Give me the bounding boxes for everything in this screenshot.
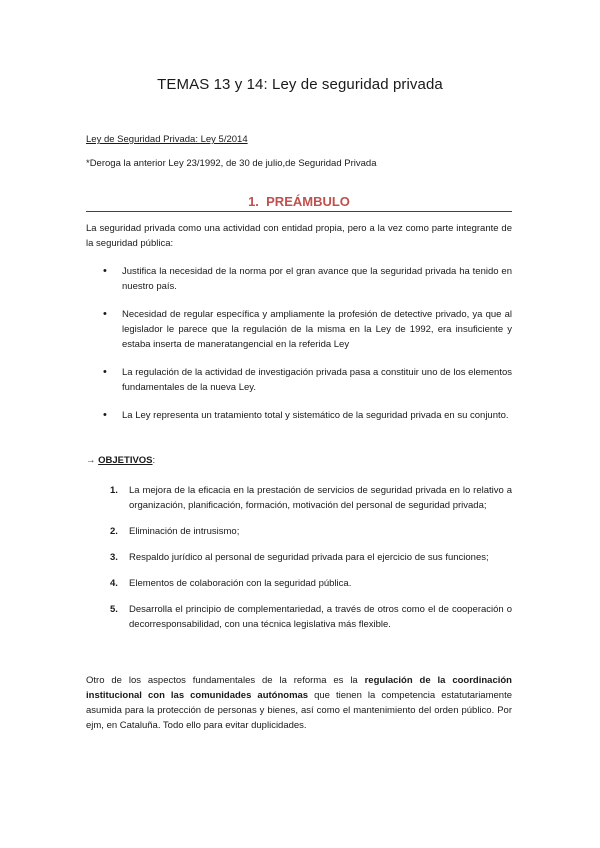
list-item: • Necesidad de regular específica y ampliamente la profesión de detective privado, ya que al legislador le parece que la regulación de la misma en la Ley de 1992, era insuficiente y estaba inserta de maneratangencial en la referida Ley bbox=[86, 307, 512, 352]
objectives-colon: : bbox=[152, 455, 156, 466]
law-reference: Ley de Seguridad Privada: Ley 5/2014 bbox=[86, 134, 248, 145]
list-item bbox=[86, 602, 512, 632]
list-item bbox=[86, 524, 512, 539]
section-number: 1. bbox=[248, 194, 259, 209]
list-item bbox=[86, 483, 512, 513]
closing-text-start: Otro de los aspectos fundamentales de la reforma es la bbox=[86, 675, 365, 686]
closing-highlight: regulación de la coordinación institucional con las comunidades autónomas bbox=[86, 675, 512, 701]
section-heading bbox=[86, 194, 512, 209]
document-title: TEMAS 13 y 14: Ley de seguridad privada bbox=[157, 76, 443, 93]
intro-paragraph: La seguridad privada como una actividad con entidad propia, pero a la vez como parte integrante de la seguridad pública: bbox=[86, 223, 512, 249]
list-item bbox=[86, 576, 512, 591]
derogation-note: *Deroga la anterior Ley 23/1992, de 30 de julio,de Seguridad Privada bbox=[86, 158, 377, 169]
objectives-heading bbox=[86, 455, 155, 466]
item-number: 1. bbox=[110, 485, 118, 496]
closing-paragraph bbox=[86, 673, 512, 733]
list-item: • La Ley representa un tratamiento total y sistemático de la seguridad privada en su conjunto. bbox=[86, 408, 512, 423]
item-text: Eliminación de intrusismo; bbox=[129, 526, 240, 537]
list-item: • Justifica la necesidad de la norma por el gran avance que la seguridad privada ha tenido en nuestro país. bbox=[86, 264, 512, 294]
section-title: PREÁMBULO bbox=[266, 194, 350, 209]
bullet-list bbox=[86, 264, 512, 436]
item-text: Elementos de colaboración con la seguridad pública. bbox=[129, 578, 352, 589]
item-number: 2. bbox=[110, 526, 118, 537]
section-divider bbox=[86, 211, 512, 212]
objectives-list bbox=[86, 483, 512, 643]
item-number: 3. bbox=[110, 552, 118, 563]
item-text: Desarrolla el principio de complementariedad, a través de otros como el de cooperación o decorresponsabilidad, con una técnica legislativa más flexible. bbox=[129, 604, 512, 630]
arrow-icon: → bbox=[86, 455, 96, 466]
objectives-label: OBJETIVOS bbox=[98, 455, 153, 466]
list-item bbox=[86, 550, 512, 565]
item-text: Respaldo jurídico al personal de seguridad privada para el ejercicio de sus funciones; bbox=[129, 552, 489, 563]
item-number: 4. bbox=[110, 578, 118, 589]
list-item: • La regulación de la actividad de investigación privada pasa a constituir uno de los elementos fundamentales de la nueva Ley. bbox=[86, 365, 512, 395]
item-number: 5. bbox=[110, 604, 118, 615]
item-text: La mejora de la eficacia en la prestación de servicios de seguridad privada en lo relativo a organización, planificación, formación, motivación del personal de seguridad privada; bbox=[129, 485, 512, 511]
closing-text-end: que tienen la competencia estatutariamente asumida para la protección de personas y bienes, así como el mantenimiento del orden público. Por ejm, en Cataluña. Todo ello para evitar duplicidades. bbox=[86, 690, 512, 731]
